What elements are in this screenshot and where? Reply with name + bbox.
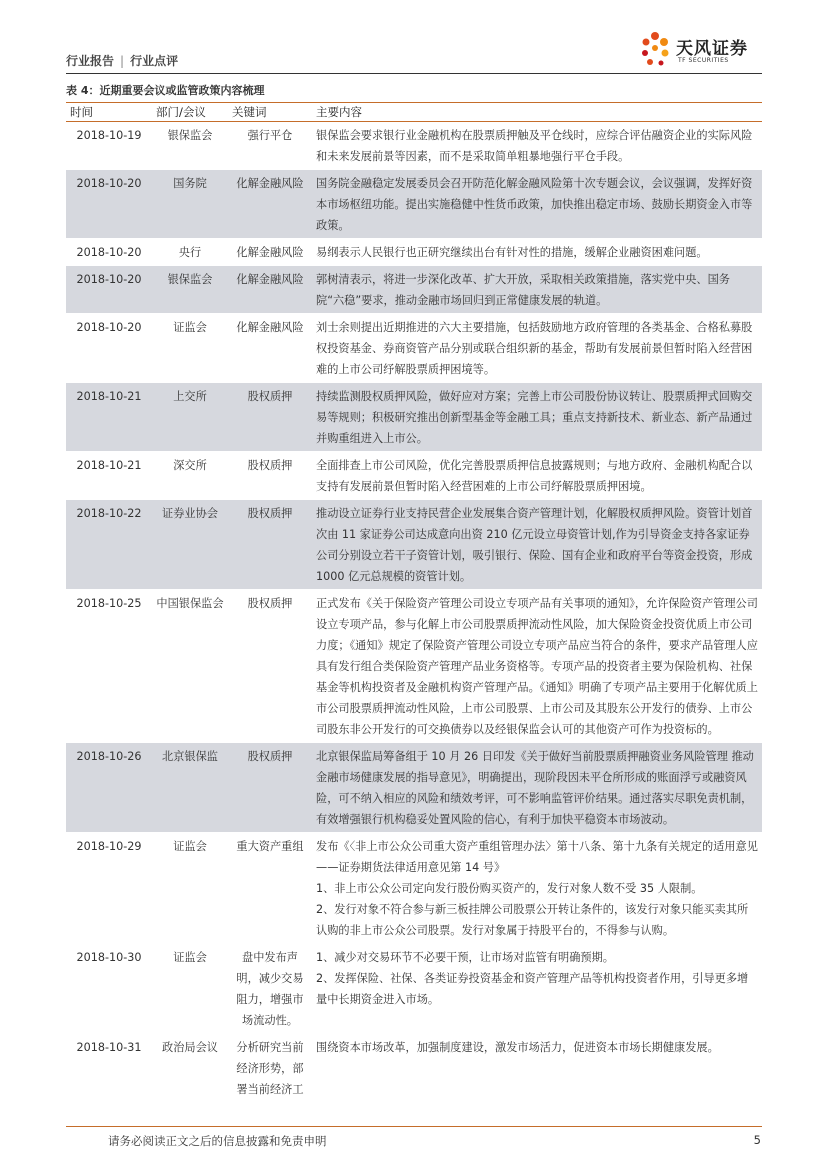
cell-department: 银保监会	[167, 129, 213, 142]
cell-content	[312, 1034, 762, 1103]
cell-department: 中国银保监会	[152, 590, 228, 743]
cell-date: 2018-10-31	[66, 1034, 152, 1103]
cell-content	[312, 239, 762, 266]
cell-keyword: 化解金融风险	[228, 170, 312, 239]
cell-content	[312, 314, 762, 383]
cell-department: 证券业协会	[152, 500, 228, 590]
policy-table-body	[66, 122, 762, 1103]
content-paragraph: 郭树清表示，将进一步深化改革、扩大开放，采取相关政策措施，落实党中央、国务院“六稳”要求，推动金融市场回归到正常健康发展的轨道。	[316, 273, 730, 307]
cell-department: 上交所	[152, 383, 228, 452]
cell-date: 2018-10-19	[76, 129, 142, 142]
cell-date: 2018-10-20	[66, 266, 152, 314]
cell-content	[312, 122, 762, 170]
table-caption: 表 4：近期重要会议或监管政策内容梳理	[66, 84, 265, 97]
logo-subtext: TF SECURITIES	[678, 57, 729, 64]
content-paragraph: 易纲表示人民银行也正研究继续出台有针对性的措施，缓解企业融资困难问题。	[316, 246, 708, 259]
cell-keyword: 重大资产重组	[228, 833, 312, 944]
logo-text: 天风证券	[676, 39, 748, 59]
table-row	[66, 383, 762, 452]
cell-date: 2018-10-21	[66, 452, 152, 500]
cell-date: 2018-10-21	[66, 383, 152, 452]
cell-department: 证监会	[152, 944, 228, 1034]
table-header-row	[66, 103, 762, 122]
cell-content	[312, 383, 762, 452]
breadcrumb-report-subtype: 行业点评	[130, 54, 179, 68]
cell-keyword: 强行平仓	[247, 129, 293, 142]
cell-department: 国务院	[152, 170, 228, 239]
cell-department: 证监会	[152, 833, 228, 944]
cell-keyword: 股权质押	[228, 590, 312, 743]
page-number: 5	[753, 1133, 761, 1147]
cell-content	[312, 170, 762, 239]
cell-date: 2018-10-20	[66, 314, 152, 383]
company-logo	[638, 28, 762, 72]
cell-department: 北京银保监	[152, 743, 228, 833]
table-row	[66, 122, 762, 170]
content-paragraph: 银保监会要求银行业金融机构在股票质押触及平仓线时，应综合评估融资企业的实际风险和未来发展前景等因素，而不是采取简单粗暴地强行平仓手段。	[316, 129, 753, 163]
table-row	[66, 944, 762, 1034]
content-paragraph: 围绕资本市场改革，加强制度建设，激发市场活力，促进资本市场长期健康发展。	[316, 1041, 719, 1054]
policy-table	[66, 102, 762, 1102]
cell-department: 央行	[152, 239, 228, 266]
cell-content	[312, 266, 762, 314]
cell-keyword: 股权质押	[228, 500, 312, 590]
content-paragraph: 1、减少对交易环节不必要干预，让市场对监管有明确预期。	[316, 951, 614, 964]
table-row	[66, 452, 762, 500]
cell-date: 2018-10-30	[66, 944, 152, 1034]
breadcrumb-separator: |	[120, 54, 125, 68]
cell-keyword: 化解金融风险	[228, 239, 312, 266]
content-paragraph: 国务院金融稳定发展委员会召开防范化解金融风险第十次专题会议，会议强调，发挥好资本市场枢纽功能。提出实施稳健中性货币政策，加快推出稳定市场、鼓励长期资金入市等政策。	[316, 177, 753, 232]
cell-date: 2018-10-25	[66, 590, 152, 743]
breadcrumb	[66, 52, 178, 69]
content-paragraph: 2、发挥保险、社保、各类证券投资基金和资产管理产品等机构投资者作用，引导更多增量中长期资金进入市场。	[316, 972, 749, 1006]
content-paragraph: 2、发行对象不符合参与新三板挂牌公司股票公开转让条件的，该发行对象只能买卖其所认购的非上市公众公司股票。发行对象属于持股平台的，不得参与认购。	[316, 903, 749, 937]
header-divider	[66, 73, 762, 74]
cell-department: 银保监会	[152, 266, 228, 314]
content-paragraph: 1、非上市公众公司定向发行股份购买资产的，发行对象人数不受 35 人限制。	[316, 882, 703, 895]
cell-content	[312, 452, 762, 500]
footer-disclaimer: 请务必阅读正文之后的信息披露和免责申明	[108, 1134, 327, 1148]
cell-keyword: 股权质押	[228, 383, 312, 452]
table-row	[66, 743, 762, 833]
cell-keyword: 股权质押	[228, 743, 312, 833]
table-row	[66, 500, 762, 590]
cell-keyword: 分析研究当前经济形势，部署当前经济工	[228, 1034, 312, 1103]
page-header	[66, 39, 762, 72]
content-paragraph: 推动设立证券行业支持民营企业发展集合资产管理计划，化解股权质押风险。资管计划首次由 11 家证券公司达成意向出资 210 亿元设立母资管计划,作为引导资金支持各家证券公司分别设立若干子资管计划，吸引银行、保险、国有企业和政府平台等资金投资，形成 1000 亿元总规模的资管计划。	[316, 507, 753, 583]
content-paragraph: 发布《〈非上市公众公司重大资产重组管理办法〉第十八条、第十九条有关规定的适用意见——证券期货法律适用意见第 14 号》	[316, 840, 758, 874]
cell-date: 2018-10-20	[66, 239, 152, 266]
content-paragraph: 全面排查上市公司风险，优化完善股票质押信息披露规则；与地方政府、金融机构配合以支持有发展前景但暂时陷入经营困难的上市公司纾解股票质押困境。	[316, 459, 753, 493]
column-header-content: 主要内容	[312, 103, 762, 122]
cell-content	[312, 944, 762, 1034]
breadcrumb-report-type: 行业报告	[66, 54, 115, 68]
content-paragraph: 北京银保监局筹备组于 10 月 26 日印发《关于做好当前股票质押融资业务风险管理 推动金融市场健康发展的指导意见》，明确提出，现阶段因未平仓所形成的账面浮亏或融资风险，可不纳入相应的风险和绩效考评，可不影响监管评价结果。通过落实尽职免责机制，有效增强银行机构稳妥处置风险的信心，有利于加快平稳资本市场波动。	[316, 750, 754, 826]
cell-keyword: 化解金融风险	[228, 266, 312, 314]
flower-logo-icon	[638, 30, 674, 70]
cell-content	[312, 743, 762, 833]
table-row	[66, 239, 762, 266]
table-row	[66, 314, 762, 383]
cell-content	[312, 833, 762, 944]
table-row	[66, 590, 762, 743]
column-header-date: 时间	[66, 103, 152, 122]
cell-date: 2018-10-29	[66, 833, 152, 944]
footer-divider	[66, 1126, 762, 1127]
table-row	[66, 1034, 762, 1103]
cell-date: 2018-10-22	[66, 500, 152, 590]
cell-content	[312, 590, 762, 743]
cell-department: 政治局会议	[152, 1034, 228, 1103]
column-header-keyword: 关键词	[228, 103, 312, 122]
content-paragraph: 正式发布《关于保险资产管理公司设立专项产品有关事项的通知》，允许保险资产管理公司设立专项产品，参与化解上市公司股票质押流动性风险，加大保险资金投资优质上市公司力度；《通知》规定了保险资产管理公司设立专项产品应当符合的条件，要求产品管理人应具有发行组合类保险资产管理产品业务资格等。专项产品的投资者主要为保险机构、社保基金等机构投资者及金融机构资产管理产品。《通知》明确了专项产品主要用于化解优质上市公司股票质押流动性风险，上市公司股票、上市公司及其股东公开发行的债券、上市公司股东非公开发行的可交换债券以及经银保监会认可的其他资产可作为投资标的。	[316, 597, 758, 736]
content-paragraph: 刘士余则提出近期推进的六大主要措施，包括鼓励地方政府管理的各类基金、合格私募股权投资基金、券商资管产品分别或联合组织新的基金，帮助有发展前景但暂时陷入经营困难的上市公司纾解股票质押困境等。	[316, 321, 753, 376]
cell-department: 深交所	[152, 452, 228, 500]
cell-department: 证监会	[152, 314, 228, 383]
column-header-department: 部门/会议	[152, 103, 228, 122]
cell-date: 2018-10-26	[66, 743, 152, 833]
cell-content	[312, 500, 762, 590]
cell-keyword: 盘中发布声明，减少交易阻力，增强市场流动性。	[228, 944, 312, 1034]
table-row	[66, 833, 762, 944]
content-paragraph: 持续监测股权质押风险，做好应对方案；完善上市公司股份协议转让、股票质押式回购交易等规则；积极研究推出创新型基金等金融工具；重点支持新技术、新业态、新产品通过并购重组进入上市公。	[316, 390, 753, 445]
cell-keyword: 股权质押	[228, 452, 312, 500]
table-row	[66, 266, 762, 314]
cell-date: 2018-10-20	[66, 170, 152, 239]
table-row	[66, 170, 762, 239]
cell-keyword: 化解金融风险	[228, 314, 312, 383]
